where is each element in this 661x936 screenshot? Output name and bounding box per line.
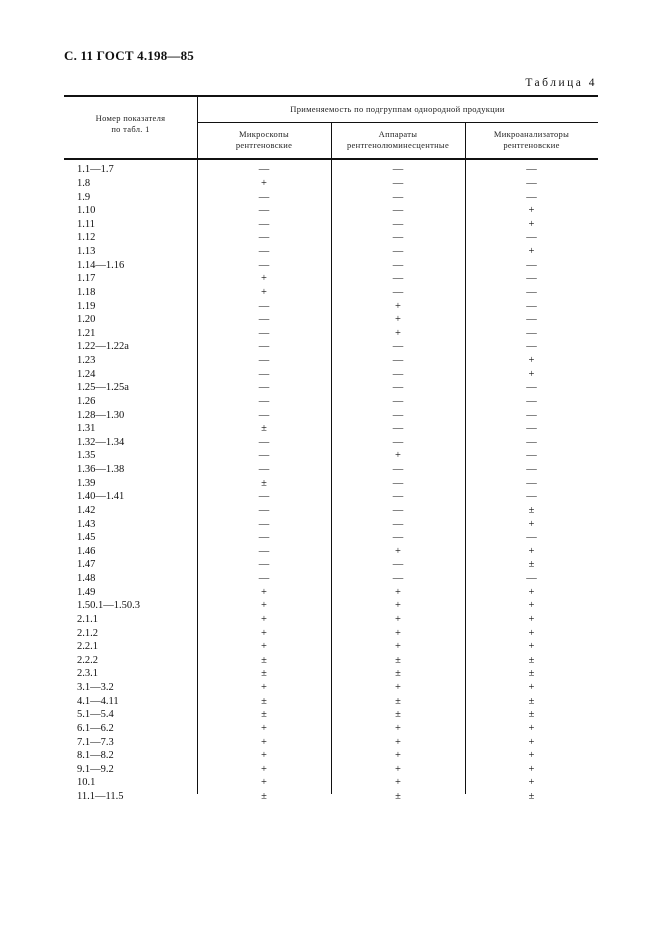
table-row	[64, 381, 598, 395]
applicability-mark: ±	[261, 654, 267, 666]
applicability-mark: —	[258, 246, 270, 258]
applicability-mark: +	[528, 736, 535, 748]
table-row	[64, 463, 598, 477]
applicability-mark: +	[528, 246, 535, 258]
applicability-mark: ±	[261, 709, 267, 721]
table-row	[64, 722, 598, 736]
applicability-mark: +	[261, 641, 267, 653]
applicability-mark: —	[526, 286, 537, 298]
header-line: рентгеновские	[503, 140, 560, 150]
indicator-number: 1.13	[77, 246, 96, 258]
applicability-mark: +	[261, 273, 267, 285]
applicability-mark: +	[261, 736, 267, 748]
applicability-mark: —	[526, 273, 537, 285]
applicability-mark: +	[528, 777, 535, 789]
applicability-mark: —	[392, 191, 404, 203]
applicability-mark: —	[258, 164, 270, 176]
applicability-mark: +	[528, 627, 535, 639]
applicability-mark: —	[392, 423, 404, 435]
table-row	[64, 531, 598, 545]
table-row	[64, 422, 598, 436]
indicator-number: 1.49	[77, 586, 96, 598]
indicator-number: 1.8	[77, 177, 91, 189]
applicability-mark: —	[392, 559, 404, 571]
table-row	[64, 177, 598, 191]
table-row	[64, 626, 598, 640]
applicability-mark: +	[528, 368, 535, 380]
table-row	[64, 776, 598, 790]
applicability-mark: —	[526, 382, 537, 394]
applicability-mark: —	[392, 491, 404, 503]
table-row	[64, 681, 598, 695]
indicator-number: 7.1—7.3	[77, 736, 114, 748]
table-row	[64, 258, 598, 272]
indicator-number: 6.1—6.2	[77, 722, 114, 734]
applicability-mark: —	[392, 477, 404, 489]
table-row	[64, 354, 598, 368]
applicability-mark: +	[261, 586, 267, 598]
indicator-number: 1.48	[77, 573, 96, 585]
table-row	[64, 490, 598, 504]
applicability-mark: +	[395, 314, 401, 326]
applicability-mark: —	[526, 477, 537, 489]
applicability-mark: —	[526, 395, 537, 407]
applicability-mark: —	[526, 177, 537, 189]
applicability-mark: —	[526, 259, 537, 271]
applicability-mark: ±	[261, 423, 267, 435]
applicability-mark: —	[258, 314, 270, 326]
indicator-number: 1.17	[77, 273, 96, 285]
indicator-number: 1.42	[77, 504, 96, 516]
applicability-mark: +	[261, 763, 267, 775]
applicability-mark: +	[395, 327, 401, 339]
applicability-mark: —	[392, 286, 404, 298]
applicability-mark: +	[261, 613, 267, 625]
applicability-mark: —	[526, 232, 537, 244]
applicability-mark: ±	[261, 695, 267, 707]
applicability-mark: +	[528, 763, 535, 775]
table-row	[64, 654, 598, 668]
indicator-number: 5.1—5.4	[77, 709, 114, 721]
applicability-mark: —	[392, 205, 404, 217]
table-row	[64, 667, 598, 681]
indicator-number: 1.18	[77, 286, 96, 298]
table-row	[64, 613, 598, 627]
indicator-number: 2.1.2	[77, 627, 98, 639]
applicability-mark: +	[261, 627, 267, 639]
applicability-mark: —	[258, 368, 270, 380]
table-caption: Таблица 4	[525, 77, 597, 89]
column-header-apparatus	[331, 129, 465, 151]
column-header-microanalyzers	[465, 129, 598, 151]
table-body	[64, 163, 598, 803]
indicator-number: 1.11	[77, 218, 95, 230]
applicability-mark: —	[526, 191, 537, 203]
table-row	[64, 585, 598, 599]
applicability-mark: +	[261, 777, 267, 789]
applicability-mark: +	[528, 722, 535, 734]
table-row	[64, 790, 598, 804]
column-header-microscopes	[197, 129, 331, 151]
applicability-mark: +	[528, 518, 535, 530]
applicability-mark: +	[395, 736, 401, 748]
indicator-number: 8.1—8.2	[77, 750, 114, 762]
header-line: рентгеновские	[235, 140, 293, 150]
table-row	[64, 694, 598, 708]
applicability-mark: —	[258, 355, 270, 367]
applicability-mark: +	[528, 600, 535, 612]
applicability-mark: ±	[528, 791, 535, 803]
applicability-mark: ±	[261, 791, 267, 803]
applicability-mark: ±	[528, 504, 535, 516]
indicator-number: 1.26	[77, 395, 96, 407]
table-row	[64, 572, 598, 586]
applicability-mark: +	[395, 300, 401, 312]
applicability-mark: —	[526, 491, 537, 503]
table-row	[64, 272, 598, 286]
applicability-mark: —	[258, 300, 270, 312]
applicability-mark: +	[528, 641, 535, 653]
applicability-mark: +	[261, 600, 267, 612]
group-header: Применяемость по подгруппам однородной продукции	[290, 104, 505, 114]
header-line: Аппараты	[378, 129, 418, 139]
indicator-number: 2.3.1	[77, 668, 98, 680]
applicability-mark: +	[395, 750, 401, 762]
applicability-mark: —	[526, 464, 537, 476]
applicability-mark: —	[392, 395, 404, 407]
table-row	[64, 340, 598, 354]
applicability-mark: —	[392, 532, 404, 544]
applicability-mark: +	[528, 613, 535, 625]
table-row	[64, 286, 598, 300]
applicability-mark: ±	[528, 695, 535, 707]
applicability-mark: ±	[528, 559, 535, 571]
indicator-number: 1.39	[77, 477, 96, 489]
applicability-mark: ±	[528, 709, 535, 721]
applicability-mark: —	[392, 436, 404, 448]
indicator-number: 1.50.1—1.50.3	[77, 600, 140, 612]
indicator-number: 1.43	[77, 518, 96, 530]
applicability-mark: —	[392, 409, 404, 421]
applicability-mark: +	[528, 682, 535, 694]
indicator-number: 1.36—1.38	[77, 464, 125, 476]
applicability-mark: +	[395, 450, 401, 462]
applicability-mark: —	[258, 559, 270, 571]
applicability-mark: —	[392, 341, 404, 353]
table-row	[64, 245, 598, 259]
table-row	[64, 558, 598, 572]
indicator-number: 2.1.1	[77, 613, 98, 625]
applicability-mark: —	[258, 341, 270, 353]
applicability-mark: —	[526, 164, 537, 176]
indicator-number: 1.20	[77, 314, 96, 326]
table-row	[64, 218, 598, 232]
applicability-mark: +	[261, 722, 267, 734]
applicability-mark: ±	[261, 668, 267, 680]
applicability-mark: —	[258, 518, 270, 530]
applicability-mark: —	[392, 273, 404, 285]
indicator-number: 10.1	[77, 777, 96, 789]
applicability-mark: —	[258, 327, 270, 339]
indicator-number: 2.2.1	[77, 641, 98, 653]
indicator-number: 1.12	[77, 232, 96, 244]
applicability-mark: —	[258, 532, 270, 544]
applicability-mark: —	[258, 504, 270, 516]
applicability-mark: —	[392, 504, 404, 516]
header-line: Микроскопы	[239, 129, 289, 139]
indicator-number: 1.9	[77, 191, 91, 203]
applicability-mark: —	[526, 327, 537, 339]
applicability-mark: ±	[395, 709, 401, 721]
header-line: по табл. 1	[111, 124, 150, 134]
table-row	[64, 476, 598, 490]
applicability-mark: —	[392, 464, 404, 476]
applicability-mark: —	[392, 177, 404, 189]
applicability-mark: —	[392, 518, 404, 530]
applicability-mark: —	[526, 450, 537, 462]
group-header-rule	[197, 122, 598, 123]
table-row	[64, 735, 598, 749]
table-top-rule	[64, 95, 598, 97]
applicability-mark: +	[395, 545, 401, 557]
indicator-number: 1.22—1.22а	[77, 341, 129, 353]
column-header-indicator-number	[64, 113, 197, 135]
applicability-mark: +	[395, 763, 401, 775]
applicability-mark: —	[258, 205, 270, 217]
indicator-number: 1.40—1.41	[77, 491, 125, 503]
applicability-mark: +	[395, 613, 401, 625]
header-line: рентгенолюминесцентные	[346, 140, 450, 150]
applicability-mark: +	[528, 586, 535, 598]
applicability-mark: —	[392, 232, 404, 244]
applicability-mark: —	[526, 436, 537, 448]
applicability-mark: +	[395, 600, 401, 612]
applicability-mark: +	[528, 355, 535, 367]
applicability-mark: —	[392, 355, 404, 367]
applicability-mark: ±	[528, 654, 535, 666]
applicability-mark: —	[258, 450, 270, 462]
indicator-number: 1.31	[77, 423, 96, 435]
applicability-mark: —	[258, 382, 270, 394]
applicability-mark: —	[526, 314, 537, 326]
page-header: С. 11 ГОСТ 4.198—85	[64, 48, 194, 63]
applicability-mark: +	[261, 682, 267, 694]
applicability-mark: —	[392, 164, 404, 176]
applicability-mark: —	[526, 341, 537, 353]
applicability-mark: —	[258, 218, 270, 230]
applicability-mark: —	[526, 409, 537, 421]
header-line: Номер показателя	[95, 113, 166, 123]
table-row	[64, 190, 598, 204]
table-row	[64, 545, 598, 559]
applicability-mark: —	[392, 382, 404, 394]
applicability-mark: ±	[395, 668, 401, 680]
table-row	[64, 367, 598, 381]
indicator-number: 1.35	[77, 450, 96, 462]
indicator-number: 1.47	[77, 559, 96, 571]
indicator-number: 1.45	[77, 532, 96, 544]
applicability-mark: —	[258, 191, 270, 203]
indicator-number: 1.24	[77, 368, 96, 380]
applicability-mark: —	[258, 464, 270, 476]
table-row	[64, 449, 598, 463]
applicability-mark: —	[258, 259, 270, 271]
table-row	[64, 517, 598, 531]
applicability-mark: +	[261, 177, 267, 189]
table-row	[64, 504, 598, 518]
table-row	[64, 299, 598, 313]
applicability-mark: —	[258, 436, 270, 448]
table-row	[64, 436, 598, 450]
indicator-number: 4.1—4.11	[77, 695, 119, 707]
indicator-number: 1.14—1.16	[77, 259, 125, 271]
applicability-mark: ±	[528, 668, 535, 680]
table-row	[64, 204, 598, 218]
indicator-number: 11.1—11.5	[77, 791, 124, 803]
table-row	[64, 749, 598, 763]
applicability-mark: —	[526, 300, 537, 312]
applicability-mark: +	[395, 777, 401, 789]
applicability-mark: ±	[395, 695, 401, 707]
indicator-number: 2.2.2	[77, 654, 98, 666]
indicator-number: 1.10	[77, 205, 96, 217]
table-row	[64, 163, 598, 177]
applicability-mark: ±	[261, 477, 267, 489]
indicator-number: 1.1—1.7	[77, 164, 114, 176]
indicator-number: 1.46	[77, 545, 96, 557]
indicator-number: 1.28—1.30	[77, 409, 125, 421]
table-row	[64, 313, 598, 327]
table-row	[64, 640, 598, 654]
indicator-number: 1.25—1.25а	[77, 382, 129, 394]
applicability-mark: ±	[395, 654, 401, 666]
table-row	[64, 395, 598, 409]
table-row	[64, 231, 598, 245]
applicability-mark: +	[395, 722, 401, 734]
applicability-mark: +	[395, 682, 401, 694]
applicability-mark: —	[392, 368, 404, 380]
applicability-mark: —	[258, 545, 270, 557]
applicability-mark: —	[258, 395, 270, 407]
applicability-mark: —	[392, 573, 404, 585]
applicability-mark: +	[395, 627, 401, 639]
applicability-mark: —	[526, 573, 537, 585]
indicator-number: 1.21	[77, 327, 96, 339]
applicability-mark: ±	[395, 791, 401, 803]
applicability-mark: —	[258, 409, 270, 421]
applicability-mark: —	[392, 259, 404, 271]
indicator-number: 1.32—1.34	[77, 436, 125, 448]
table-row	[64, 708, 598, 722]
applicability-mark: +	[395, 641, 401, 653]
table-row	[64, 408, 598, 422]
indicator-number: 9.1—9.2	[77, 763, 114, 775]
indicator-number: 1.19	[77, 300, 96, 312]
applicability-mark: —	[258, 573, 270, 585]
indicator-number: 3.1—3.2	[77, 682, 114, 694]
applicability-mark: +	[395, 586, 401, 598]
applicability-mark: —	[526, 532, 537, 544]
applicability-mark: +	[528, 218, 535, 230]
table-row	[64, 327, 598, 341]
table-row	[64, 763, 598, 777]
applicability-mark: —	[526, 423, 537, 435]
applicability-mark: —	[258, 232, 270, 244]
applicability-mark: +	[261, 286, 267, 298]
applicability-mark: +	[528, 545, 535, 557]
header-line: Микроанализаторы	[493, 129, 570, 139]
applicability-mark: —	[392, 246, 404, 258]
applicability-mark: +	[261, 750, 267, 762]
table-row	[64, 599, 598, 613]
indicator-number: 1.23	[77, 355, 96, 367]
applicability-mark: —	[392, 218, 404, 230]
applicability-mark: +	[528, 205, 535, 217]
applicability-mark: —	[258, 491, 270, 503]
applicability-mark: +	[528, 750, 535, 762]
